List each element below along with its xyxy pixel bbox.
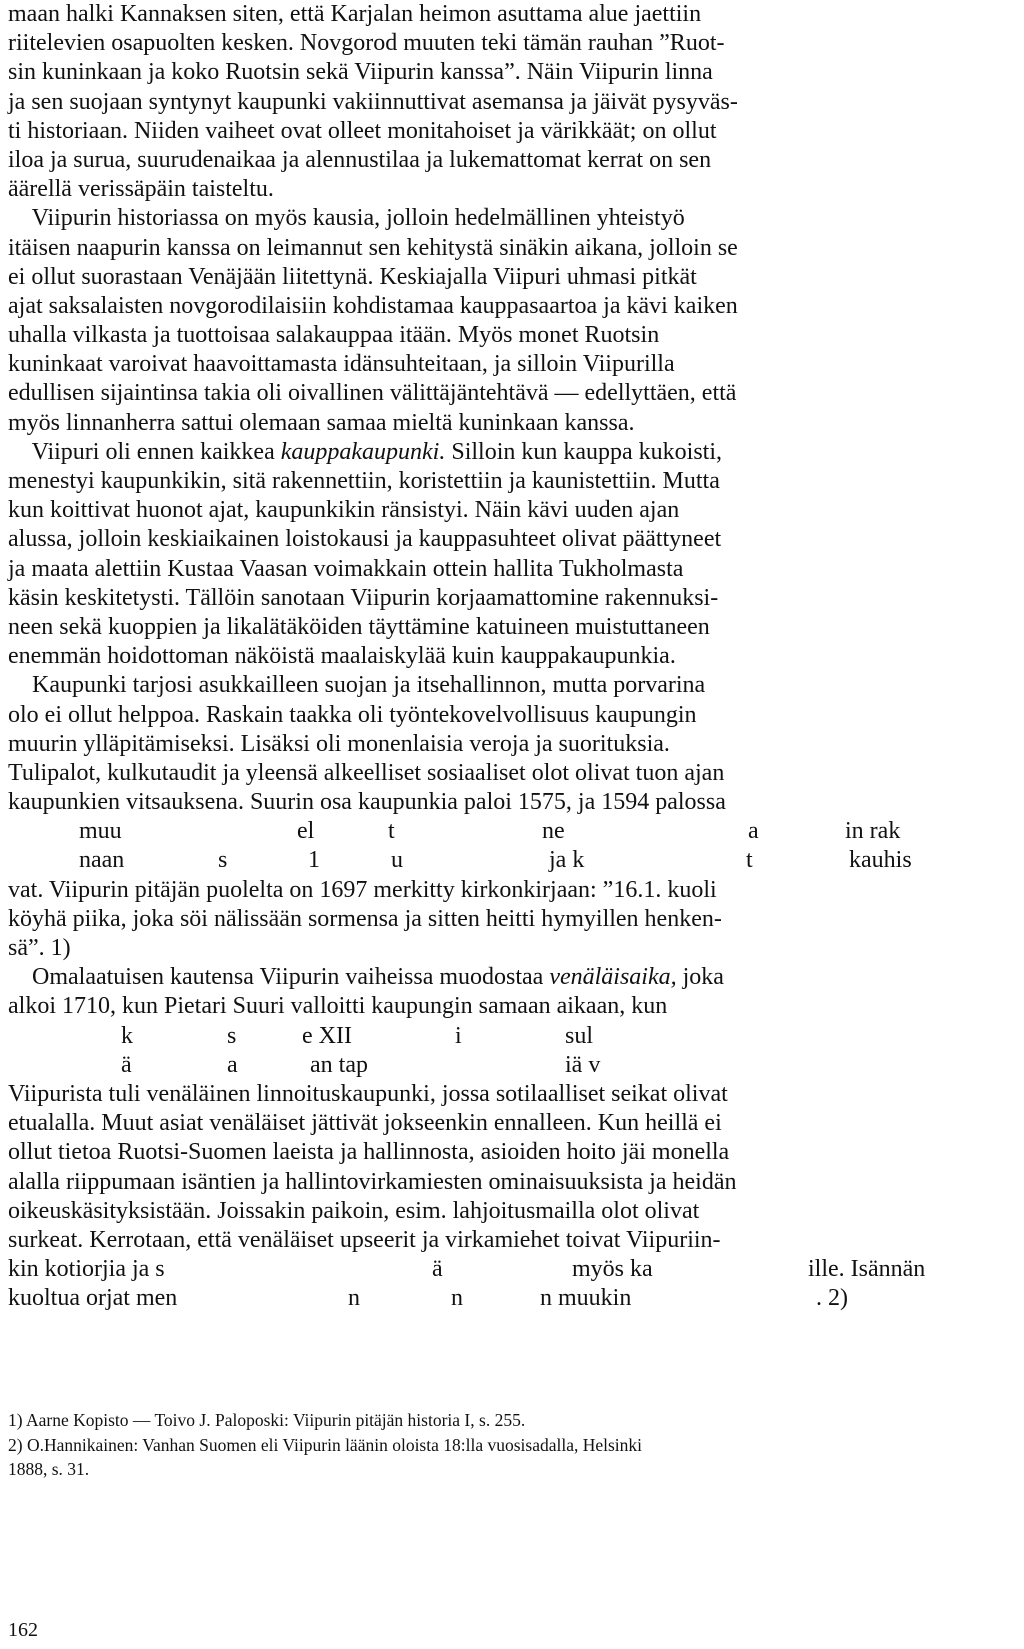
footnotes (8, 1408, 974, 1482)
text-line: edullisen sijaintinsa takia oli oivallinen välittäjäntehtävä — edellyttäen, että (8, 380, 737, 407)
text-line-kauppakaupunki (8, 438, 974, 467)
text-line: Tulipalot, kulkutaudit ja yleensä alkeelliset sosiaaliset olot olivat tuon ajan (8, 759, 725, 786)
text-line: Kaupunki tarjosi asukkailleen suojan ja itsehallinnon, mutta porvarina (8, 672, 706, 699)
text-line: ti historiaan. Niiden vaiheet ovat olleet monitahoiset ja värikkäät; on ollut (8, 117, 717, 144)
footnote: 1888, s. 31. (8, 1459, 90, 1479)
text-segment: Viipuri oli ennen kaikkea (8, 438, 281, 465)
text-line: surkeat. Kerrotaan, että venäläiset upseerit ja virkamiehet toivat Viipuriin- (8, 1226, 721, 1253)
text-fragment: u (391, 847, 403, 874)
text-segment: Omalaatuisen kautensa Viipurin vaiheissa muodostaa (8, 964, 550, 991)
text-line: kaupunkien vitsauksena. Suurin osa kaupunkia paloi 1575, ja 1594 palossa (8, 789, 726, 816)
fragment-line (8, 1051, 974, 1080)
italic-term: venäläisaika, (549, 964, 677, 991)
text-fragment: n muukin (540, 1285, 632, 1312)
text-fragment: sul (565, 1022, 594, 1049)
footnote: 1) Aarne Kopisto — Toivo J. Paloposki: Viipurin pitäjän historia I, s. 255. (8, 1410, 526, 1430)
text-segment: Silloin kun kauppa kukoisti, (445, 438, 723, 465)
text-line: ei ollut suorastaan Venäjään liitettynä. Keskiajalla Viipuri uhmasi pitkät (8, 263, 697, 290)
text-line: alussa, jolloin keskiaikainen loistokausi ja kauppasuhteet olivat päättyneet (8, 526, 722, 553)
text-fragment: kin kotiorjia ja s (8, 1256, 165, 1283)
body-text (8, 0, 974, 1313)
text-fragment: 1 (308, 847, 320, 874)
text-line: sin kuninkaan ja koko Ruotsin sekä Viipurin kanssa”. Näin Viipurin linna (8, 59, 713, 86)
text-line: sä”. 1) (8, 935, 71, 961)
fragment-line (8, 817, 974, 846)
text-line: äärellä verissäpäin taisteltu. (8, 176, 274, 203)
text-line: menestyi kaupunkikin, sitä rakennettiin, koristettiin ja kaunistettiin. Mutta (8, 468, 720, 494)
text-fragment: k (121, 1022, 133, 1049)
text-line: käsin keskitetysti. Tällöin sanotaan Viipurin korjaamattomine rakennuksi- (8, 584, 719, 611)
text-line: iloa ja surua, suurudenaikaa ja alennustilaa ja lukemattomat kerrat on sen (8, 146, 712, 173)
text-fragment: kauhis (849, 847, 912, 874)
text-line: Viipurin historiassa on myös kausia, jolloin hedelmällinen yhteistyö (8, 205, 685, 232)
text-fragment: t (746, 847, 753, 874)
text-fragment: i (455, 1022, 462, 1049)
text-fragment: ä (432, 1256, 443, 1283)
text-line-venalaisaika (8, 963, 974, 992)
text-fragment: a (227, 1051, 238, 1078)
text-line: uhalla vilkasta ja tuottoisaa salakauppaa itään. Myös monet Ruotsin (8, 322, 660, 349)
text-line: vat. Viipurin pitäjän puolelta on 1697 merkitty kirkonkirjaan: ”16.1. kuoli (8, 876, 717, 903)
text-fragment: a (748, 818, 759, 845)
text-line: kuninkaat varoivat haavoittamasta idänsuhteitaan, ja silloin Viipurilla (8, 351, 675, 378)
text-fragment: t (388, 818, 395, 845)
fragment-line (8, 1022, 974, 1051)
text-line: Viipurista tuli venäläinen linnoituskaupunki, jossa sotilaalliset seikat olivat (8, 1080, 728, 1107)
text-fragment: s (227, 1022, 237, 1049)
text-line: riitelevien osapuolten kesken. Novgorod muuten teki tämän rauhan ”Ruot- (8, 30, 725, 57)
text-line: myös linnanherra sattui olemaan samaa mieltä kuninkaan kanssa. (8, 409, 635, 436)
text-fragment: e XII (302, 1022, 352, 1049)
text-segment: joka (676, 964, 724, 991)
text-line: enemmän hoidottoman näköistä maalaiskylää kuin kauppakaupunkia. (8, 643, 676, 670)
text-fragment: iä v (565, 1051, 601, 1078)
text-fragment: s (218, 847, 228, 874)
text-fragment: muu (79, 818, 122, 845)
text-line: ja sen suojaan syntynyt kaupunki vakiinnuttivat asemansa ja jäivät pysyväs- (8, 88, 738, 115)
text-line: maan halki Kannaksen siten, että Karjalan heimon asuttama alue jaettiin (8, 1, 702, 27)
text-fragment: ä (121, 1051, 132, 1078)
text-fragment: naan (79, 847, 125, 874)
text-fragment: myös ka (572, 1256, 653, 1283)
text-line: alalla riippumaan isäntien ja hallintovirkamiesten ominaisuuksista ja heidän (8, 1168, 737, 1195)
fragment-line (8, 1255, 974, 1284)
text-fragment: n (348, 1285, 360, 1312)
text-line: itäisen naapurin kanssa on leimannut sen kehitystä sinäkin aikana, jolloin se (8, 234, 738, 261)
fragment-line (8, 1284, 974, 1313)
text-fragment: . 2) (816, 1285, 848, 1312)
text-line: alkoi 1710, kun Pietari Suuri valloitti kaupungin samaan aikaan, kun (8, 993, 668, 1020)
footnote: 2) O.Hannikainen: Vanhan Suomen eli Viipurin läänin oloista 18:lla vuosisadalla, Helsinki (8, 1434, 643, 1455)
text-line: ajat saksalaisten novgorodilaisiin kohdistamaa kauppasaartoa ja kävi kaiken (8, 292, 738, 319)
text-fragment: kuoltua orjat men (8, 1285, 178, 1312)
text-fragment: ja k (549, 847, 585, 874)
text-line: etualalla. Muut asiat venäläiset jättivät jokseenkin ennalleen. Kun heillä ei (8, 1110, 722, 1137)
text-fragment: el (297, 818, 315, 845)
text-line: olo ei ollut helppoa. Raskain taakka oli työntekovelvollisuus kaupungin (8, 701, 697, 728)
text-fragment: an tap (310, 1051, 368, 1078)
text-line: köyhä piika, joka söi nälissään sormensa ja sitten heitti hymyillen henken- (8, 905, 722, 932)
text-line: kun koittivat huonot ajat, kaupunkikin ränsistyi. Näin kävi uuden ajan (8, 497, 680, 524)
italic-term: kauppakaupunki. (280, 438, 446, 465)
text-fragment: n (451, 1285, 463, 1312)
fragment-line (8, 846, 974, 875)
text-line: muurin ylläpitämiseksi. Lisäksi oli monenlaisia veroja ja suorituksia. (8, 730, 670, 757)
text-line: neen sekä kuoppien ja likalätäköiden täyttämine katuineen muistuttaneen (8, 613, 710, 640)
text-fragment: ille. Isännän (808, 1256, 926, 1283)
text-line: ja maata alettiin Kustaa Vaasan voimakkain ottein hallita Tukholmasta (8, 555, 684, 582)
text-fragment: ne (542, 818, 565, 845)
text-line: ollut tietoa Ruotsi-Suomen laeista ja hallinnosta, asioiden hoito jäi monella (8, 1139, 730, 1166)
page-number: 162 (8, 1619, 38, 1641)
text-line: oikeuskäsityksistään. Joissakin paikoin, esim. lahjoitusmailla olot olivat (8, 1197, 700, 1224)
text-fragment: in rak (845, 818, 901, 845)
